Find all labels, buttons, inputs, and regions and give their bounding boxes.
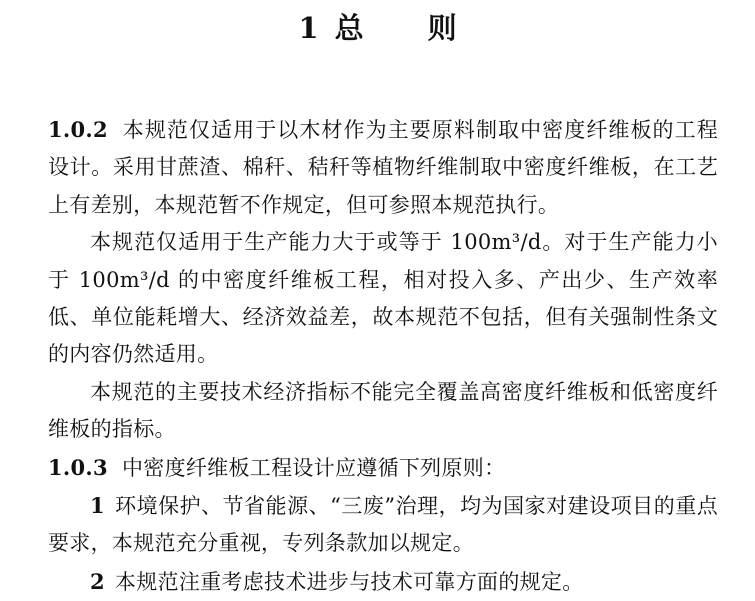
clause-1-0-3-item-2: [48, 563, 718, 601]
clause-text: 中密度纤维板工程设计应遵循下列原则：: [121, 455, 506, 480]
item-text: 环境保护、节省能源、“三废”治理，均为国家对建设项目的重点要求，本规范充分重视，专列条款加以规定。: [48, 494, 718, 556]
clause-1-0-2-paragraph-1: [48, 111, 718, 224]
clause-number: 1.0.3: [48, 454, 108, 480]
clause-number: 1.0.2: [48, 117, 108, 142]
item-text: 本规范注重考虑技术进步与技术可靠方面的规定。: [114, 569, 584, 594]
chapter-title-char-1: 总: [334, 11, 364, 45]
body-text: [48, 111, 718, 601]
item-number: 2: [90, 568, 105, 594]
clause-1-0-3-intro: [48, 449, 718, 487]
item-number: 1: [90, 493, 105, 519]
chapter-number: 1: [298, 11, 319, 45]
clause-text: 本规范仅适用于以木材作为主要原料制取中密度纤维板的工程设计。采用甘蔗渣、棉秆、秸秆等植物纤维制取中密度纤维板，在工艺上有差别，本规范暂不作规定，但可参照本规范执行。: [48, 118, 718, 217]
chapter-title: [0, 6, 755, 47]
clause-1-0-3-item-1: [48, 487, 718, 563]
clause-1-0-2-paragraph-2: 本规范仅适用于生产能力大于或等于 100m³/d。对于生产能力小于 100m³/d 的中密度纤维板工程，相对投入多、产出少、生产效率低、单位能耗增大、经济效益差，故本规范不包括，但有关强制性条文的内容仍然适用。: [48, 230, 718, 367]
chapter-title-char-2: 则: [427, 11, 457, 45]
clause-1-0-2-paragraph-3: 本规范的主要技术经济指标不能完全覆盖高密度纤维板和低密度纤维板的指标。: [48, 379, 718, 442]
